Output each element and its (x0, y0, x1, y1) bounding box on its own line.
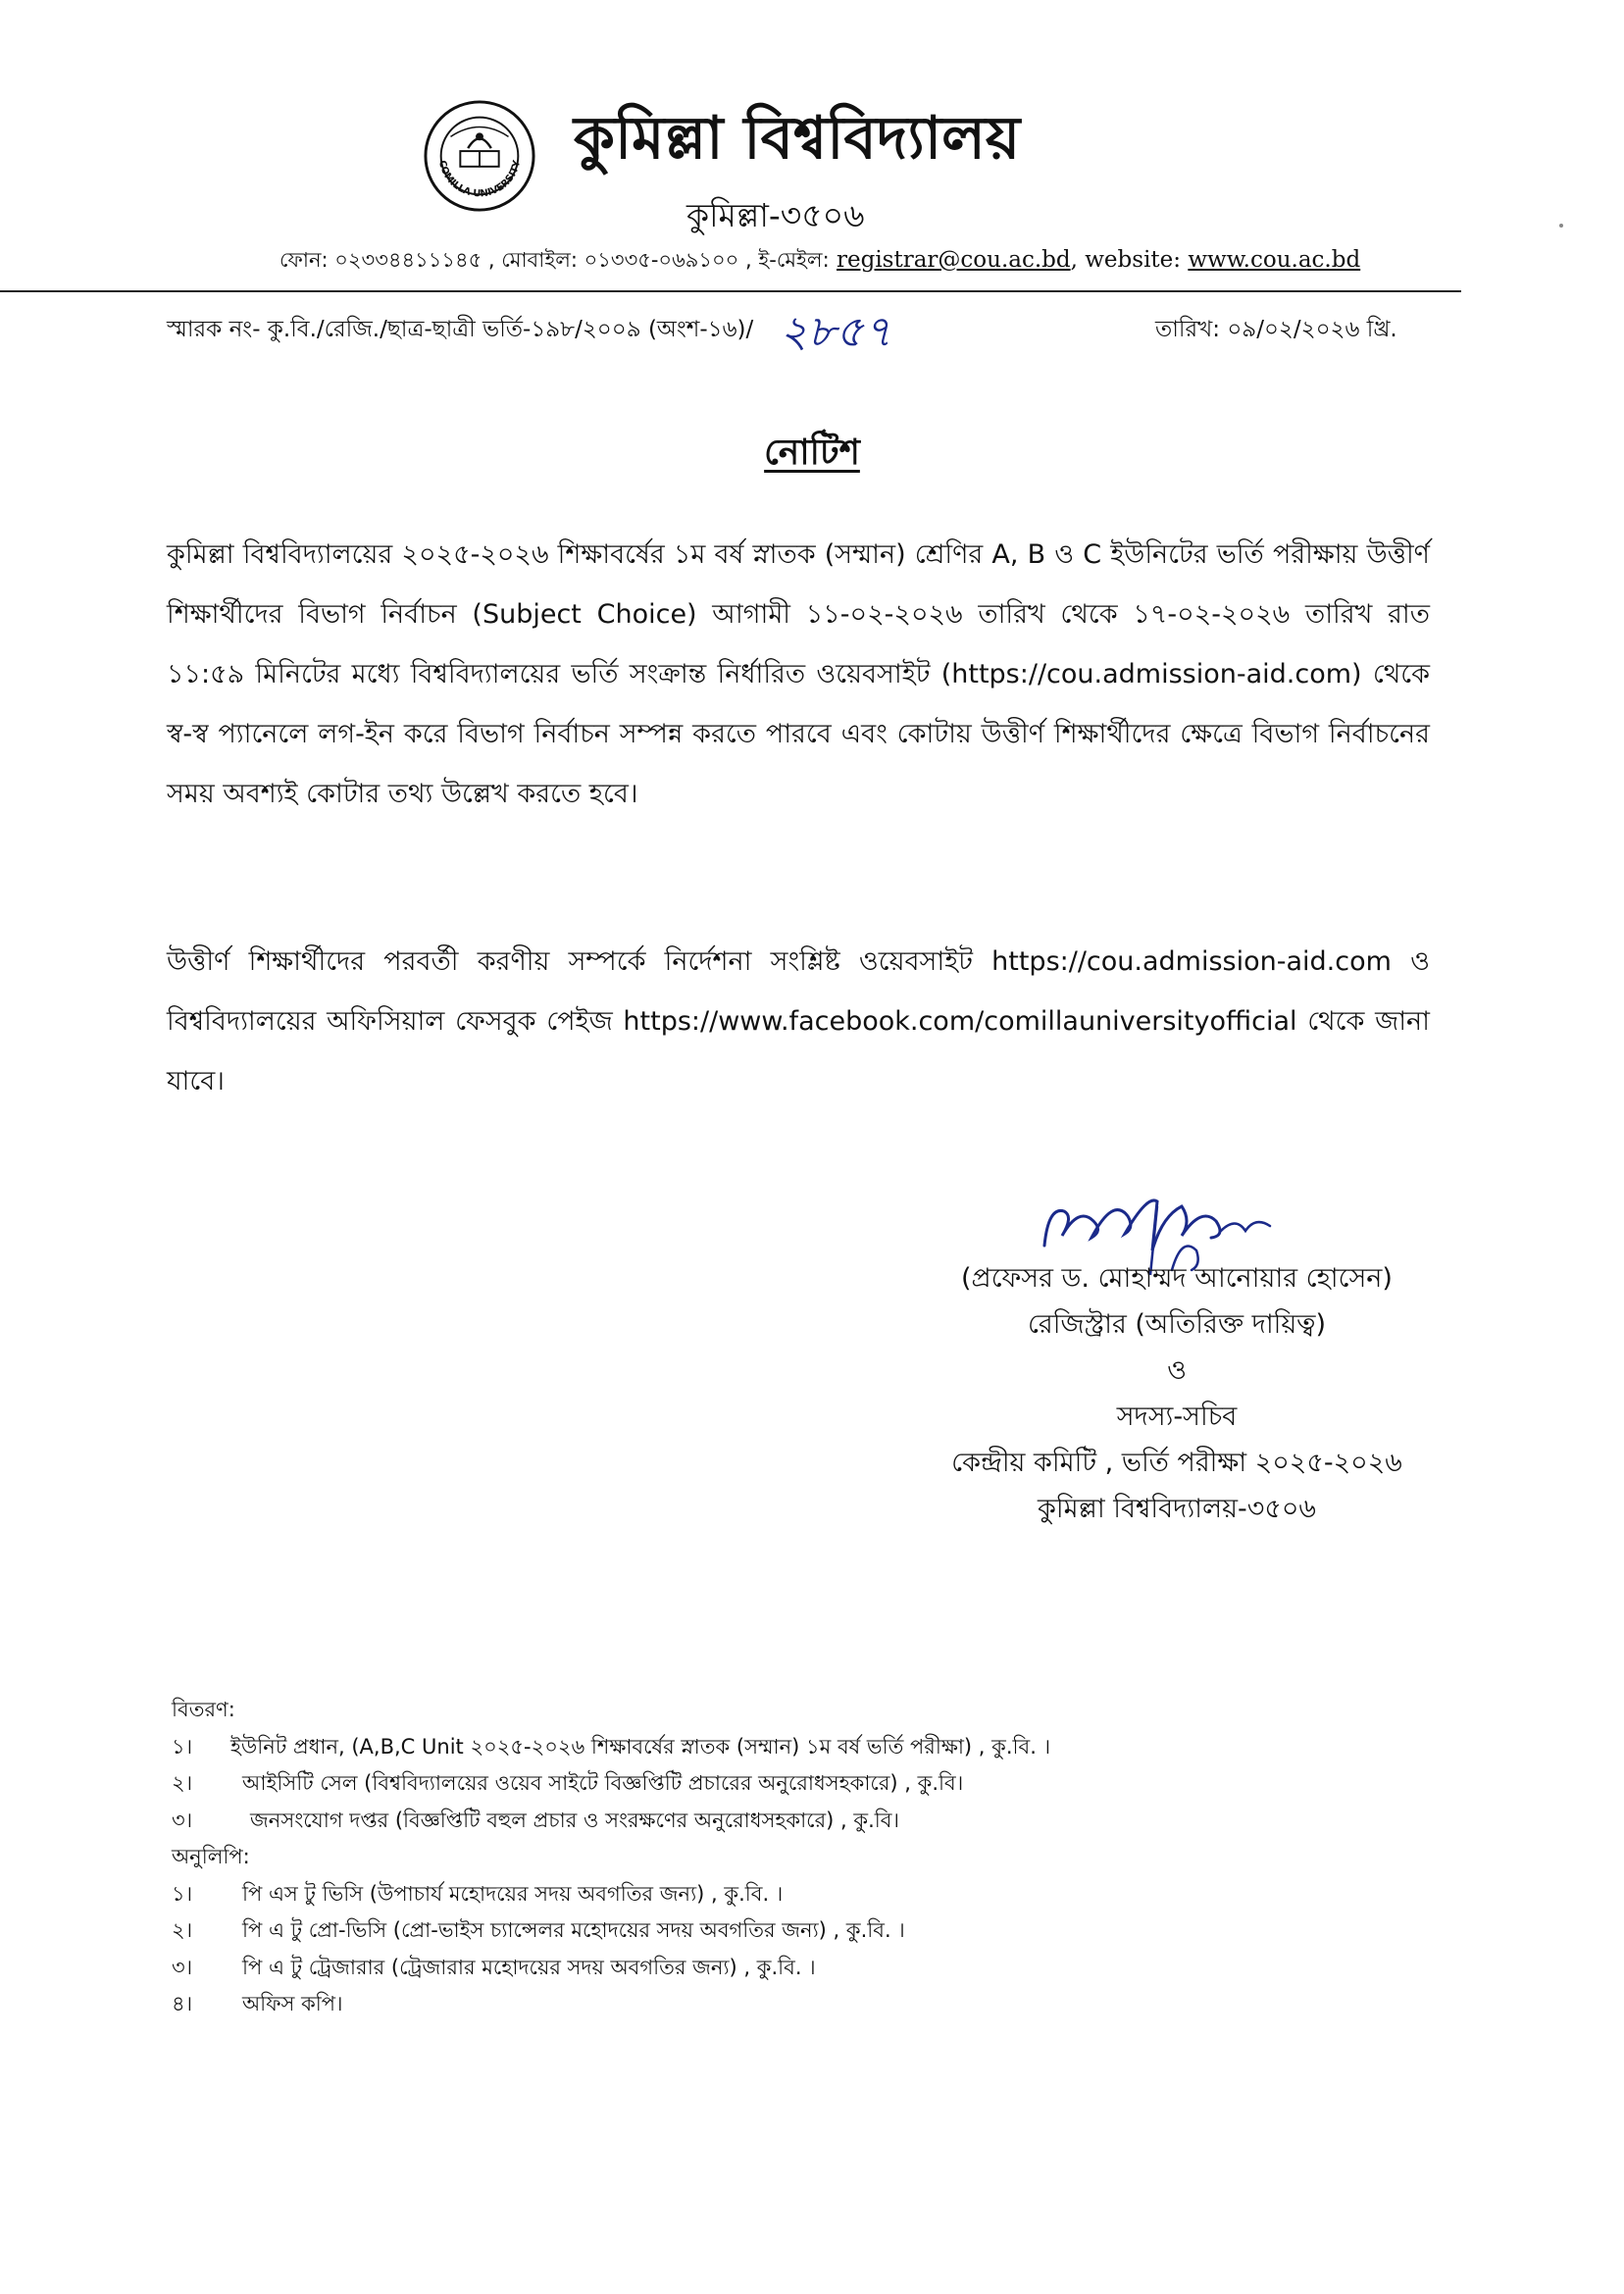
university-city: কুমিল্লা-৩৫০৬ (686, 196, 865, 234)
signatory-name: (প্রফেসর ড. মোহাম্মদ আনোয়ার হোসেন) (961, 1263, 1393, 1294)
website-label: , website: (1070, 247, 1182, 273)
list-item-number: ২। (172, 1771, 193, 1795)
memo-reference: স্মারক নং- কু.বি./রেজি./ছাত্র-ছাত্রী ভর্তি-১৯৮/২০০৯ (অংশ-১৬)/ (167, 317, 754, 342)
header-divider (0, 290, 1461, 292)
signatory-role: সদস্য-সচিব (1116, 1402, 1238, 1432)
list-item (172, 1950, 1446, 1987)
list-item-text: পি এ টু প্রো-ভিসি (প্রো-ভাইস চ্যান্সেলর মহোদয়ের সদয় অবগতির জন্য) , কু.বি. । (242, 1918, 905, 1942)
list-item (172, 1803, 1446, 1840)
notice-paragraph-2: উত্তীর্ণ শিক্ষার্থীদের পরবর্তী করণীয় সম্পর্কে নির্দেশনা সংশ্লিষ্ট ওয়েবসাইট https://cou.admission-aid.com ও বিশ্ববিদ্যালয়ের অফিসিয়াল ফেসবুক পেইজ https://www.facebook.com/comillauniversityofficial থেকে জানা যাবে। (167, 946, 1430, 1096)
list-item-number: ৩। (172, 1808, 193, 1832)
list-item (172, 1729, 1446, 1766)
distribution-heading: বিতরণ: (172, 1698, 235, 1721)
notice-paragraph-1: কুমিল্লা বিশ্ববিদ্যালয়ের ২০২৫-২০২৬ শিক্ষাবর্ষের ১ম বর্ষ স্নাতক (সম্মান) শ্রেণির A, B ও C ইউনিটের ভর্তি পরীক্ষায় উত্তীর্ণ শিক্ষার্থীদের বিভাগ নির্বাচন (Subject Choice) আগামী ১১-০২-২০২৬ তারিখ থেকে ১৭-০২-২০২৬ তারিখ রাত ১১:৫৯ মিনিটের মধ্যে বিশ্ববিদ্যালয়ের ভর্তি সংক্রান্ত নির্ধারিত ওয়েবসাইট (https://cou.admission-aid.com) থেকে স্ব-স্ব প্যানেলে লগ-ইন করে বিভাগ নির্বাচন সম্পন্ন করতে পারবে এবং কোটায় উত্তীর্ণ শিক্ষার্থীদের ক্ষেত্রে বিভাগ নির্বাচনের সময় অবশ্যই কোটার তথ্য উল্লেখ করতে হবে। (167, 539, 1430, 809)
list-item-text: ইউনিট প্রধান, (A,B,C Unit ২০২৫-২০২৬ শিক্ষাবর্ষের স্নাতক (সম্মান) ১ম বর্ষ ভর্তি পরীক্ষা) , কু.বি. । (230, 1734, 1051, 1759)
list-item-number: ১। (172, 1734, 193, 1759)
signatory-designation: রেজিস্ট্রার (অতিরিক্ত দায়িত্ব) (1027, 1309, 1327, 1340)
scan-speck (1559, 224, 1563, 228)
signatory-committee: কেন্দ্রীয় কমিটি , ভর্তি পরীক্ষা ২০২৫-২০২৬ (951, 1448, 1402, 1478)
list-item-text: জনসংযোগ দপ্তর (বিজ্ঞপ্তিটি বহুল প্রচার ও সংরক্ষণের অনুরোধসহকারে) , কু.বি। (250, 1808, 899, 1832)
list-item-text: অফিস কপি। (242, 1992, 343, 2015)
list-item-number: ৪। (172, 1992, 193, 2015)
list-item-text: আইসিটি সেল (বিশ্ববিদ্যালয়ের ওয়েব সাইটে বিজ্ঞপ্তিটি প্রচারের অনুরোধসহকারে) , কু.বি। (242, 1771, 964, 1795)
email-link[interactable]: registrar@cou.ac.bd (836, 247, 1071, 273)
signatory-institution: কুমিল্লা বিশ্ববিদ্যালয়-৩৫০৬ (1038, 1494, 1316, 1524)
list-item-number: ৩। (172, 1955, 193, 1979)
memo-handwritten-number: ২৮৫৭ (780, 307, 892, 357)
list-item (172, 1986, 1446, 2023)
distribution-list (172, 1692, 1446, 2023)
list-item-number: ১। (172, 1881, 193, 1906)
website-link[interactable]: www.cou.ac.bd (1188, 247, 1361, 273)
seal-text: COMILLA UNIVERSITY (435, 159, 524, 200)
list-item (172, 1912, 1446, 1950)
list-item-text: পি এস টু ভিসি (উপাচার্য মহোদয়ের সদয় অবগতির জন্য) , কু.বি. । (242, 1881, 784, 1906)
list-item-text: পি এ টু ট্রেজারার (ট্রেজারার মহোদয়ের সদয় অবগতির জন্য) , কু.বি. । (242, 1955, 816, 1979)
phone-info: ফোন: ০২৩৩৪৪১১১৪৫ , মোবাইল: ০১৩৩৫-০৬৯১০০ , ই-মেইল: (279, 248, 830, 272)
copies-heading: অনুলিপি: (172, 1845, 250, 1868)
list-item (172, 1876, 1446, 1913)
notice-title (0, 432, 1624, 474)
notice-title-text: নোটিশ (764, 433, 860, 473)
contact-line (279, 247, 1360, 275)
university-name: কুমিল্লা বিশ্ববিদ্যালয় (574, 104, 1021, 173)
university-seal-icon (422, 98, 537, 214)
signatory-conjunction: ও (1167, 1355, 1187, 1386)
list-item-number: ২। (172, 1918, 193, 1942)
signatory-block (863, 1255, 1491, 1532)
memo-date: তারিখ: ০৯/০২/২০২৬ খ্রি. (1155, 317, 1397, 342)
list-item (172, 1765, 1446, 1803)
